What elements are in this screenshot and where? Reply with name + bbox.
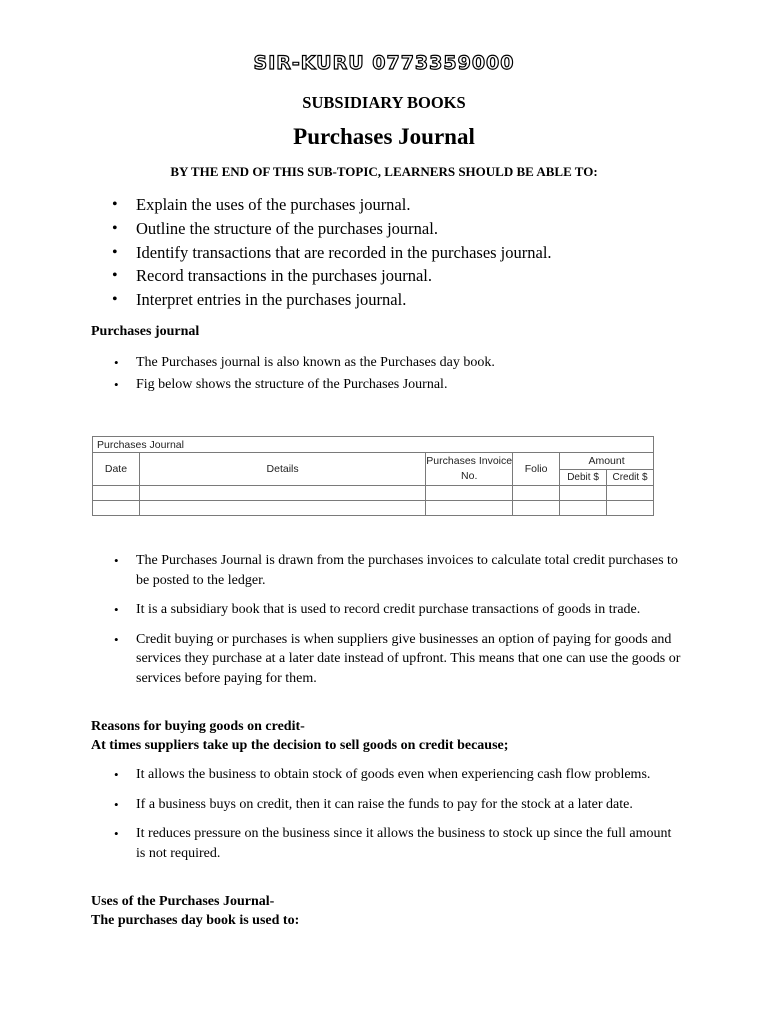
list-item: • Outline the structure of the purchases journal. bbox=[112, 217, 712, 241]
col-debit: Debit $ bbox=[560, 470, 607, 486]
table-row bbox=[93, 501, 654, 516]
list-item: • Credit buying or purchases is when suppliers give businesses an option of paying for goods and services they purchase at a later date instead of upfront. This means that one can use the goods or services before paying for them. bbox=[114, 630, 684, 689]
list-item: • It reduces pressure on the business since it allows the business to stock up since the full amount is not required. bbox=[114, 824, 684, 863]
list-item: • The Purchases journal is also known as the Purchases day book. bbox=[114, 353, 684, 373]
journal-table bbox=[92, 436, 654, 516]
section-heading-uses: Uses of the Purchases Journal- The purchases day book is used to: bbox=[91, 894, 300, 928]
col-credit: Credit $ bbox=[607, 470, 654, 486]
section-heading-purchases-journal: Purchases journal bbox=[91, 324, 200, 339]
purchases-journal-points bbox=[114, 353, 684, 394]
list-item: • Interpret entries in the purchases journal. bbox=[112, 288, 712, 312]
journal-description-points bbox=[114, 551, 684, 688]
list-item: • If a business buys on credit, then it can raise the funds to pay for the stock at a later date. bbox=[114, 795, 684, 815]
col-invoice: Purchases Invoice No. bbox=[426, 453, 513, 486]
page-title: Purchases Journal bbox=[293, 124, 475, 149]
list-item: • Identify transactions that are recorded in the purchases journal. bbox=[112, 241, 712, 265]
brand-header: SIR-KURU 0773359000 bbox=[253, 52, 515, 74]
section-heading-reasons: Reasons for buying goods on credit- At times suppliers take up the decision to sell goods on credit because; bbox=[91, 719, 509, 753]
reasons-points bbox=[114, 765, 684, 863]
col-details: Details bbox=[139, 453, 425, 486]
objectives-list bbox=[112, 193, 712, 312]
journal-caption: Purchases Journal bbox=[93, 437, 654, 453]
list-item: • The Purchases Journal is drawn from the purchases invoices to calculate total credit purchases to be posted to the ledger. bbox=[114, 551, 684, 590]
col-folio: Folio bbox=[513, 453, 560, 486]
purchases-journal-figure bbox=[92, 436, 654, 518]
list-item: • It allows the business to obtain stock of goods even when experiencing cash flow problems. bbox=[114, 765, 684, 785]
list-item: • Record transactions in the purchases journal. bbox=[112, 264, 712, 288]
col-date: Date bbox=[93, 453, 140, 486]
col-amount: Amount bbox=[560, 453, 654, 470]
list-item: • It is a subsidiary book that is used to record credit purchase transactions of goods in trade. bbox=[114, 600, 684, 620]
list-item: • Fig below shows the structure of the Purchases Journal. bbox=[114, 375, 684, 395]
objectives-heading: BY THE END OF THIS SUB-TOPIC, LEARNERS SHOULD BE ABLE TO: bbox=[170, 164, 598, 179]
document-subtitle: SUBSIDIARY BOOKS bbox=[302, 93, 466, 112]
list-item: • Explain the uses of the purchases journal. bbox=[112, 193, 712, 217]
table-row bbox=[93, 486, 654, 501]
